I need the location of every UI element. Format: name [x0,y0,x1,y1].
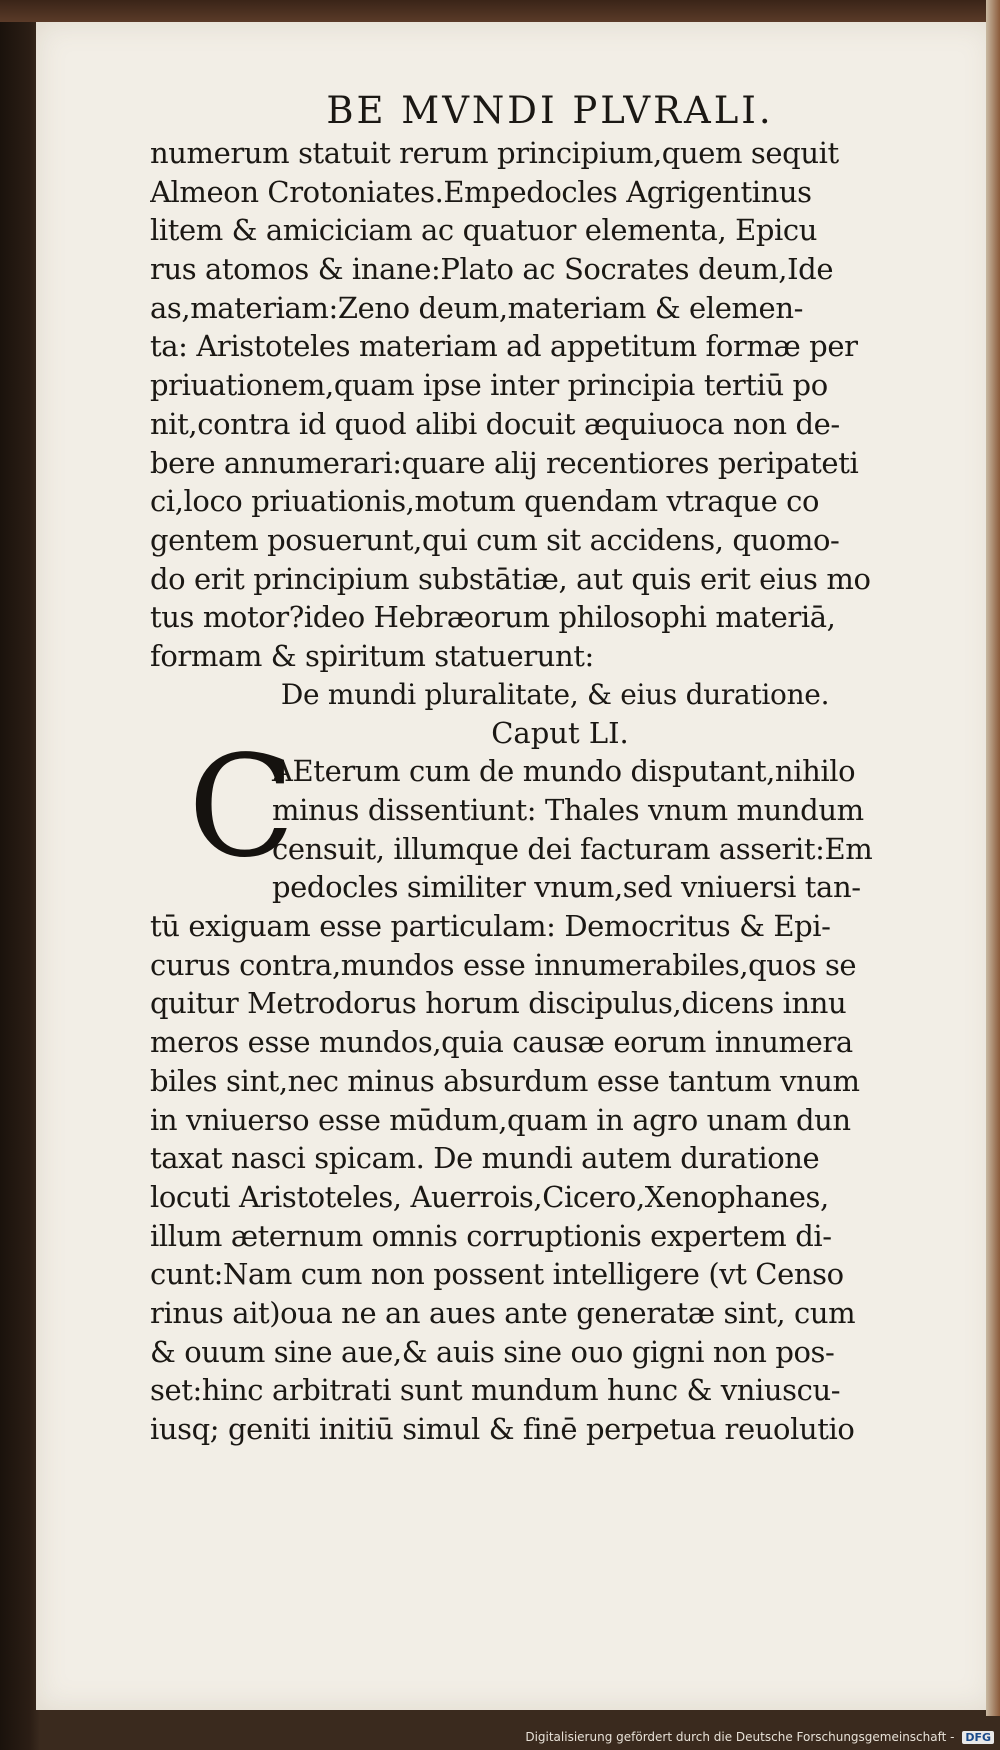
text-line: formam & spiritum statuerunt: [150,638,594,673]
text-line: set:hinc arbitrati sunt mundum hunc & vniuscu- [150,1373,841,1408]
text-line: biles sint,nec minus absurdum esse tantum vnum [150,1063,860,1098]
text-line: curus contra,mundos esse innumerabiles,quos se [150,947,857,982]
text-line: illum æternum omnis corruptionis expertem di- [150,1218,832,1253]
credit-text: Digitalisierung gefördert durch die Deutsche Forschungsgemeinschaft - [525,1730,955,1744]
text-line: quitur Metrodorus horum discipulus,dicens innu [150,986,847,1021]
book-top-edge [0,0,1000,22]
book-right-edge [986,0,1000,1716]
text-line: tū exiguam esse particulam: Democritus & Epi- [150,909,831,944]
dfg-logo: DFG [962,1731,994,1744]
text-line: meros esse mundos,quia causæ eorum innumera [150,1025,853,1060]
text-line: do erit principium substātiæ, aut quis erit eius mo [150,561,871,596]
text-line: tus motor?ideo Hebræorum philosophi materiā, [150,600,836,635]
digitization-credit [525,1730,994,1744]
text-line: AEterum cum de mundo disputant,nihilo [272,754,856,789]
text-line: minus dissentiunt: Thales vnum mundum [272,793,864,827]
text-line: iusq; geniti initiū simul & finē perpetua reuolutio [150,1412,855,1446]
text-line: gentem posuerunt,qui cum sit accidens, quomo- [150,522,840,557]
running-head: BE MVNDI PLVRALI. [326,89,774,132]
paragraph-after [150,907,960,1449]
text-line: nit,contra id quod alibi docuit æquiuoca non de- [150,406,840,441]
text-line: & ouum sine aue,& auis sine ouo gigni non pos- [150,1334,835,1369]
drop-cap-letter: C [188,726,296,890]
text-line: priuationem,quam ipse inter principia tertiū po [150,368,828,403]
text-line: ta: Aristoteles materiam ad appetitum formæ per [150,329,858,364]
text-line: taxat nasci spicam. De mundi autem duratione [150,1141,820,1176]
text-line: censuit, illumque dei facturam asserit:Em [272,831,873,866]
text-line: rus atomos & inane:Plato ac Socrates deum,Ide [150,252,834,287]
text-line: as,materiam:Zeno deum,materiam & elemen- [150,290,803,325]
text-line: in vniuerso esse mūdum,quam in agro unam dun [150,1102,851,1137]
text-line: ci,loco priuationis,motum quendam vtraque co [150,484,820,519]
section-heading: De mundi pluralitate, & eius duratione. [280,677,830,711]
text-line: pedocles similiter vnum,sed vniuersi tan- [272,870,861,905]
text-line: bere annumerari:quare alij recentiores peripateti [150,445,859,480]
text-line: locuti Aristoteles, Auerrois,Cicero,Xenophanes, [150,1179,829,1214]
text-block [150,88,960,1449]
text-line: rinus ait)oua ne an aues ante generatæ sint, cum [150,1295,856,1330]
text-line: litem & amiciciam ac quatuor elementa, Epicu [150,213,818,248]
text-line: Almeon Crotoniates.Empedocles Agrigentinus [150,174,812,209]
chapter-label: Caput LI. [491,716,629,751]
text-line: numerum statuit rerum principium,quem sequit [150,136,839,170]
text-line: cunt:Nam cum non possent intelligere (vt Censo [150,1257,844,1292]
paragraph-before [150,134,960,676]
